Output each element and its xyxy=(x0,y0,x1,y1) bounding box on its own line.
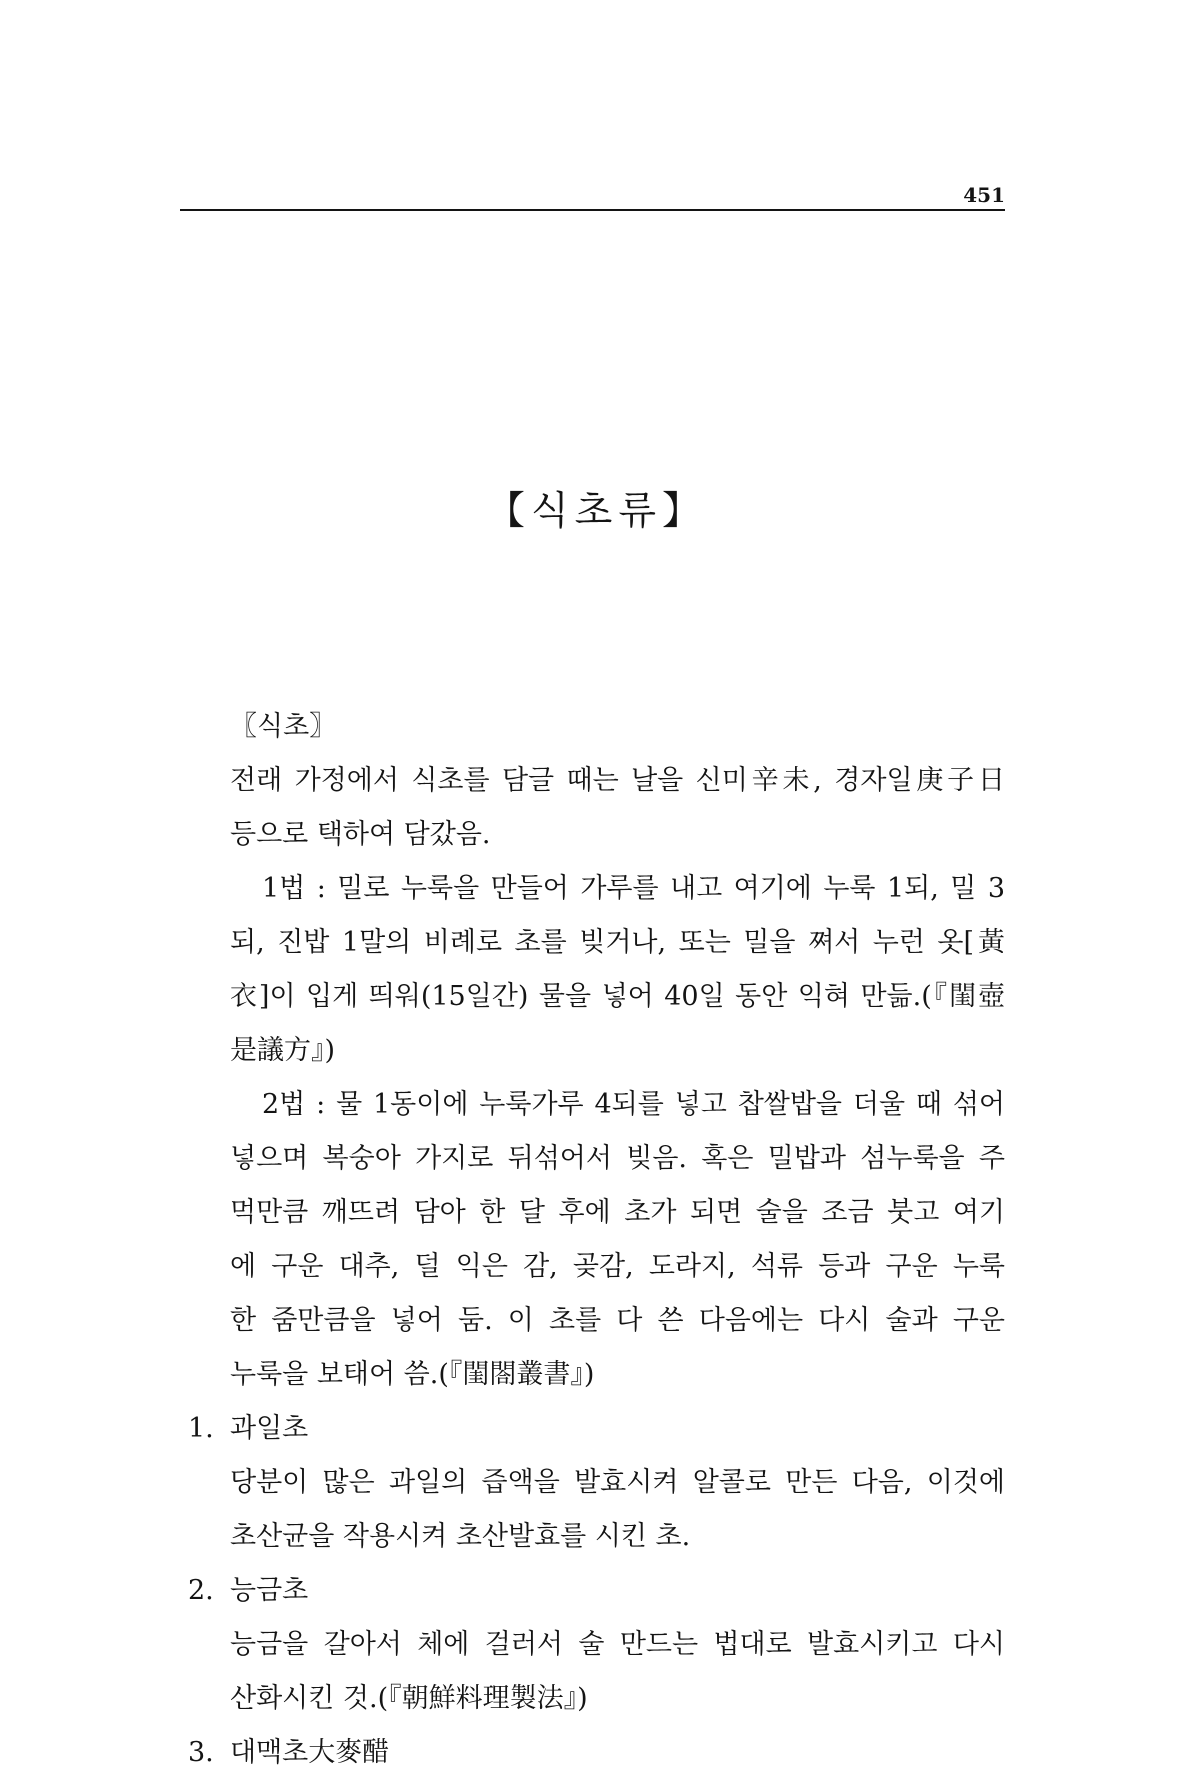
chapter-title: 【식초류】 xyxy=(485,489,708,534)
entry-title: 능금초 xyxy=(230,1575,309,1606)
text-line: 누룩을 보태어 씀.(『閨閤叢書』) xyxy=(230,1359,595,1390)
text-line: 衣]이 입게 띄워(15일간) 물을 넣어 40일 동안 익혀 만듦.(『閨壺 xyxy=(230,981,1005,1012)
section-heading-sikcho: 〖식초〗 xyxy=(230,711,337,742)
text-line: 먹만큼 깨뜨려 담아 한 달 후에 초가 되면 술을 조금 붓고 여기 xyxy=(230,1197,1005,1228)
entry-title: 과일초 xyxy=(230,1413,309,1444)
entry-heading-fruit-vinegar xyxy=(188,1402,1005,1456)
text-line: 초산균을 작용시켜 초산발효를 시킨 초. xyxy=(230,1521,691,1552)
page-number: 451 xyxy=(963,183,1005,207)
text-line: 넣으며 복숭아 가지로 뒤섞어서 빚음. 혹은 밀밥과 섬누룩을 주 xyxy=(230,1143,1005,1174)
text-line: 전래 가정에서 식초를 담글 때는 날을 신미辛未, 경자일庚子日 xyxy=(230,765,1005,796)
text-line: 한 줌만큼을 넣어 둠. 이 초를 다 쓴 다음에는 다시 술과 구운 xyxy=(230,1305,1005,1336)
entry-heading-apple-vinegar xyxy=(188,1564,1005,1618)
entry-number: 3. xyxy=(188,1737,214,1768)
text-line: 에 구운 대추, 덜 익은 감, 곶감, 도라지, 석류 등과 구운 누룩 xyxy=(230,1251,1005,1282)
method-1-line: 1법 : 밀로 누룩을 만들어 가루를 내고 여기에 누룩 1되, 밀 3 xyxy=(262,873,1005,904)
entry-heading-barley-vinegar xyxy=(188,1726,1005,1780)
text-line: 당분이 많은 과일의 즙액을 발효시켜 알콜로 만든 다음, 이것에 xyxy=(230,1467,1005,1498)
body-text xyxy=(188,700,1005,1780)
text-line: 등으로 택하여 담갔음. xyxy=(230,819,491,850)
entry-title: 대맥초大麥醋 xyxy=(230,1737,390,1768)
method-2-line: 2법 : 물 1동이에 누룩가루 4되를 넣고 찹쌀밥을 더울 때 섞어 xyxy=(262,1089,1005,1120)
text-line: 능금을 갈아서 체에 걸러서 술 만드는 법대로 발효시키고 다시 xyxy=(230,1629,1005,1660)
text-line: 是議方』) xyxy=(230,1035,336,1066)
text-line: 되, 진밥 1말의 비례로 초를 빚거나, 또는 밀을 쪄서 누런 옷[黃 xyxy=(230,927,1005,958)
entry-number: 1. xyxy=(188,1413,214,1444)
header-rule xyxy=(180,209,1005,211)
text-line: 산화시킨 것.(『朝鮮料理製法』) xyxy=(230,1683,588,1714)
entry-number: 2. xyxy=(188,1575,214,1606)
